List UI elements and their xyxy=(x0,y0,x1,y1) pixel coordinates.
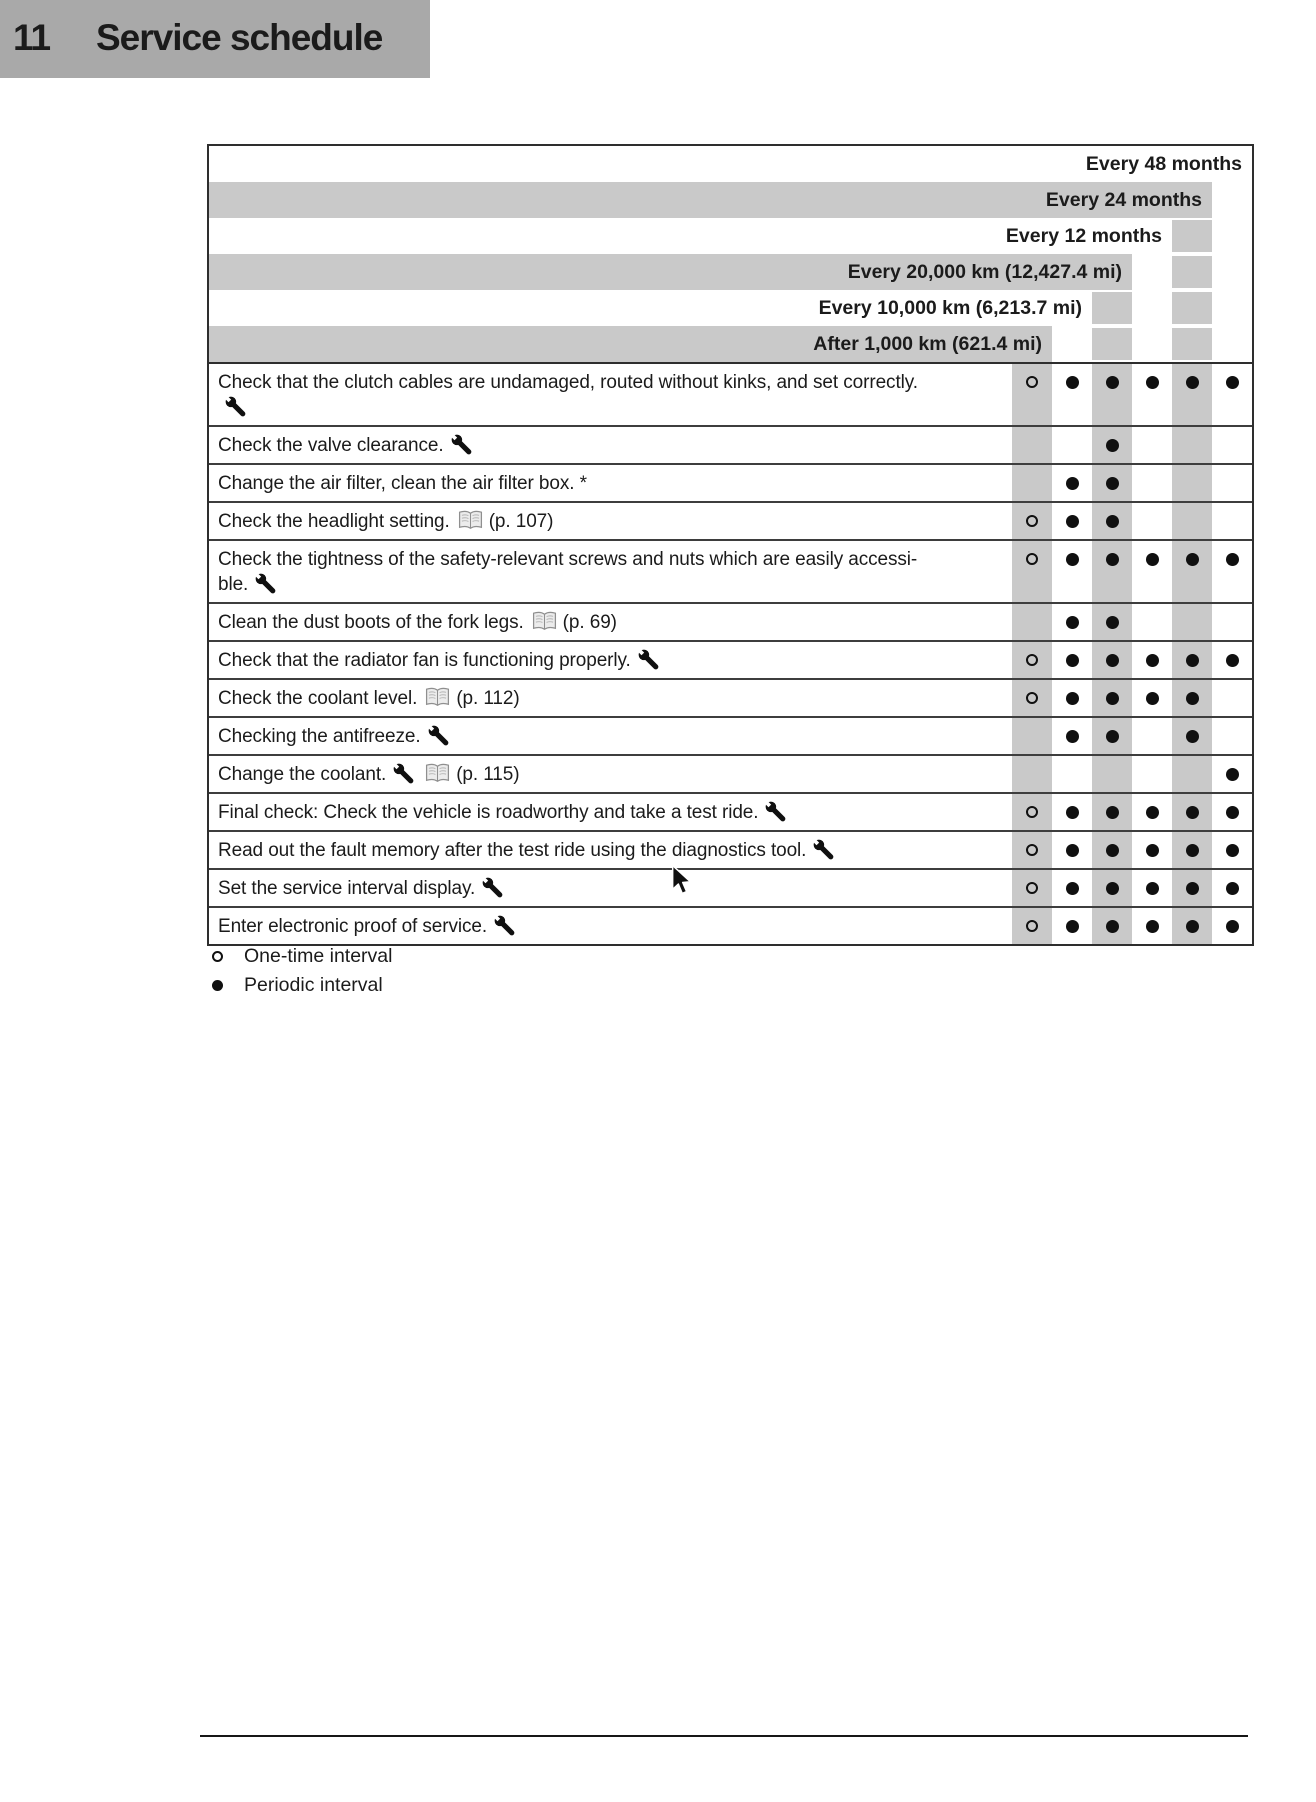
periodic-interval-dot xyxy=(1066,515,1079,528)
table-row xyxy=(209,678,1252,716)
interval-header-bar: Every 10,000 km (6,213.7 mi) xyxy=(818,297,1082,319)
wrench-icon xyxy=(450,433,473,456)
description-text: Change the coolant. xyxy=(218,764,387,785)
periodic-interval-dot xyxy=(1226,376,1239,389)
legend-label: Periodic interval xyxy=(244,974,383,996)
periodic-interval-dot xyxy=(1186,692,1199,705)
row-description xyxy=(209,908,1006,944)
description-text: Check the headlight setting. xyxy=(218,511,450,532)
description-text: (p. 69) xyxy=(562,612,617,633)
description-text: Check the coolant level. xyxy=(218,688,418,709)
wrench-icon xyxy=(764,800,787,823)
periodic-interval-dot xyxy=(1146,553,1159,566)
periodic-interval-dot xyxy=(1066,553,1079,566)
periodic-interval-dot xyxy=(1226,654,1239,667)
interval-header-stairs xyxy=(209,146,1252,362)
interval-header-bar: After 1,000 km (621.4 mi) xyxy=(209,326,1052,362)
periodic-interval-dot xyxy=(1226,806,1239,819)
description-text: (p. 107) xyxy=(488,511,554,532)
table-row xyxy=(209,425,1252,463)
table-row xyxy=(209,640,1252,678)
row-description xyxy=(209,642,1006,678)
one-time-interval-dot xyxy=(1026,692,1038,704)
periodic-interval-dot xyxy=(1106,477,1119,490)
periodic-interval-dot xyxy=(1186,730,1199,743)
description-text: Final check: Check the vehicle is roadworthy and take a test ride. xyxy=(218,802,759,823)
periodic-interval-dot xyxy=(1186,882,1199,895)
table-row xyxy=(209,754,1252,792)
wrench-icon xyxy=(254,572,277,595)
book-icon xyxy=(424,687,451,708)
description-text: Change the air filter, clean the air filter box. * xyxy=(218,473,587,494)
interval-header-bar: Every 24 months xyxy=(209,182,1212,218)
periodic-interval-dot xyxy=(1106,515,1119,528)
table-row xyxy=(209,364,1252,425)
book-icon xyxy=(424,763,451,784)
periodic-interval-dot xyxy=(1106,730,1119,743)
row-description xyxy=(209,870,1006,906)
shaded-column-cell xyxy=(1172,328,1212,360)
periodic-interval-dot xyxy=(1226,553,1239,566)
wrench-icon xyxy=(493,914,516,937)
periodic-interval-dot xyxy=(1106,806,1119,819)
table-row xyxy=(209,463,1252,501)
periodic-interval-dot xyxy=(1226,882,1239,895)
description-text: Check that the clutch cables are undamaged, routed without kinks, and set correctly. xyxy=(218,372,918,393)
description-text: Check the tightness of the safety-relevant screws and nuts which are easily accessi- xyxy=(218,549,918,570)
interval-header-row xyxy=(209,146,1252,182)
periodic-interval-dot xyxy=(1106,616,1119,629)
description-text: Clean the dust boots of the fork legs. xyxy=(218,612,524,633)
one-time-interval-dot xyxy=(1026,515,1038,527)
periodic-interval-dot xyxy=(1146,376,1159,389)
interval-header-row xyxy=(209,182,1252,218)
periodic-interval-dot xyxy=(1186,376,1199,389)
interval-header-row xyxy=(209,254,1252,290)
periodic-interval-dot xyxy=(1106,844,1119,857)
periodic-interval-dot xyxy=(1066,920,1079,933)
periodic-interval-dot xyxy=(1226,844,1239,857)
periodic-interval-dot xyxy=(1066,376,1079,389)
one-time-interval-dot xyxy=(1026,654,1038,666)
periodic-interval-dot xyxy=(1186,553,1199,566)
periodic-interval-dot xyxy=(1146,806,1159,819)
interval-header-bar: Every 20,000 km (12,427.4 mi) xyxy=(209,254,1132,290)
service-schedule-table xyxy=(207,144,1254,946)
table-row xyxy=(209,830,1252,868)
description-text: (p. 112) xyxy=(456,688,520,709)
table-row xyxy=(209,868,1252,906)
footer-rule xyxy=(200,1735,1248,1737)
periodic-interval-dot xyxy=(1106,654,1119,667)
periodic-interval-dot xyxy=(1186,654,1199,667)
row-description xyxy=(209,756,1006,792)
legend xyxy=(206,942,392,1000)
interval-header-row xyxy=(209,290,1252,326)
periodic-interval-dot xyxy=(1226,920,1239,933)
row-description xyxy=(209,604,1006,640)
periodic-interval-dot xyxy=(1146,920,1159,933)
wrench-icon xyxy=(224,395,247,418)
description-text: ble. xyxy=(218,574,249,595)
periodic-interval-dot xyxy=(1106,692,1119,705)
periodic-interval-dot xyxy=(1146,882,1159,895)
shaded-column-cell xyxy=(1172,256,1212,288)
wrench-icon xyxy=(812,838,835,861)
task-rows xyxy=(209,362,1252,944)
row-description xyxy=(209,680,1006,716)
periodic-interval-dot xyxy=(1066,616,1079,629)
one-time-interval-dot xyxy=(1026,806,1038,818)
periodic-interval-dot xyxy=(1106,439,1119,452)
periodic-interval-dot xyxy=(1066,654,1079,667)
periodic-interval-dot xyxy=(1106,553,1119,566)
wrench-icon xyxy=(427,724,450,747)
interval-header-bar: Every 12 months xyxy=(1005,225,1162,247)
one-time-interval-dot xyxy=(1026,882,1038,894)
wrench-icon xyxy=(392,762,415,785)
one-time-interval-symbol xyxy=(211,951,223,962)
row-description xyxy=(209,364,1006,425)
periodic-interval-dot xyxy=(1146,692,1159,705)
table-row xyxy=(209,602,1252,640)
description-text: Enter electronic proof of service. xyxy=(218,916,488,937)
interval-header-bar: Every 48 months xyxy=(1085,153,1242,175)
shaded-column-cell xyxy=(1172,220,1212,252)
table-row xyxy=(209,501,1252,539)
row-description xyxy=(209,427,1006,463)
periodic-interval-dot xyxy=(1066,477,1079,490)
row-description xyxy=(209,541,1006,602)
periodic-interval-dot xyxy=(1226,768,1239,781)
chapter-header xyxy=(0,0,430,78)
description-text: (p. 115) xyxy=(456,764,520,785)
table-row xyxy=(209,716,1252,754)
shaded-column-cell xyxy=(1092,328,1132,360)
description-text: Check the valve clearance. xyxy=(218,435,444,456)
interval-header-row xyxy=(209,218,1252,254)
interval-header-row xyxy=(209,326,1252,362)
wrench-icon xyxy=(637,648,660,671)
periodic-interval-dot xyxy=(1146,654,1159,667)
book-icon xyxy=(531,611,558,632)
description-text: Check that the radiator fan is functioning properly. xyxy=(218,650,631,671)
description-text: Checking the antifreeze. xyxy=(218,726,421,747)
table-row xyxy=(209,539,1252,602)
legend-item xyxy=(206,942,392,971)
one-time-interval-dot xyxy=(1026,844,1038,856)
row-description xyxy=(209,718,1006,754)
row-description xyxy=(209,794,1006,830)
periodic-interval-dot xyxy=(1066,730,1079,743)
one-time-interval-dot xyxy=(1026,376,1038,388)
periodic-interval-dot xyxy=(1186,806,1199,819)
periodic-interval-dot xyxy=(1066,806,1079,819)
periodic-interval-symbol xyxy=(211,980,223,991)
periodic-interval-dot xyxy=(1066,692,1079,705)
periodic-interval-dot xyxy=(1066,844,1079,857)
one-time-interval-dot xyxy=(1026,553,1038,565)
shaded-column-cell xyxy=(1172,292,1212,324)
legend-label: One-time interval xyxy=(244,945,393,967)
description-text: Set the service interval display. xyxy=(218,878,476,899)
book-icon xyxy=(457,510,484,531)
periodic-interval-dot xyxy=(1106,920,1119,933)
periodic-interval-dot xyxy=(1106,882,1119,895)
page-title: Service schedule xyxy=(96,17,383,58)
periodic-interval-dot xyxy=(1186,920,1199,933)
periodic-interval-dot xyxy=(1146,844,1159,857)
row-description xyxy=(209,832,1006,868)
description-text: Read out the fault memory after the test ride using the diagnostics tool. xyxy=(218,840,807,861)
row-description xyxy=(209,503,1006,539)
mouse-cursor-icon xyxy=(671,864,696,899)
row-description xyxy=(209,465,1006,501)
table-row xyxy=(209,792,1252,830)
legend-item xyxy=(206,971,392,1000)
table-row xyxy=(209,906,1252,944)
chapter-number: 11 xyxy=(13,17,51,58)
periodic-interval-dot xyxy=(1186,844,1199,857)
periodic-interval-dot xyxy=(1106,376,1119,389)
shaded-column-cell xyxy=(1092,292,1132,324)
one-time-interval-dot xyxy=(1026,920,1038,932)
periodic-interval-dot xyxy=(1066,882,1079,895)
wrench-icon xyxy=(481,876,504,899)
